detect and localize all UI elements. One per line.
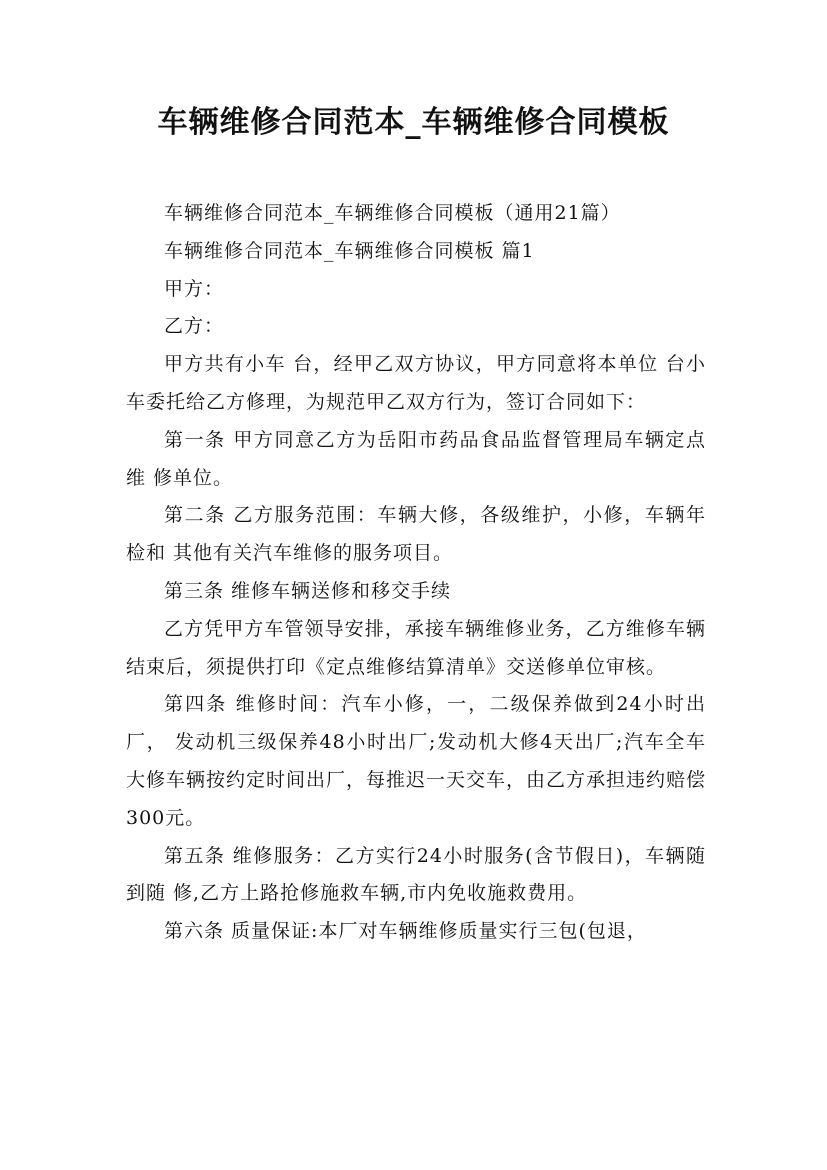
article-3-body: 乙方凭甲方车管领导安排，承接车辆维修业务，乙方维修车辆结束后，须提供打印《定点维修结算清单》交送修单位审核。 — [126, 617, 706, 678]
article-2: 第二条 乙方服务范围：车辆大修，各级维护，小修，车辆年检和 其他有关汽车维修的服务项目。 — [126, 504, 706, 565]
article-6: 第六条 质量保证:本厂对车辆维修质量实行三包(包退， — [164, 920, 647, 943]
section-heading: 车辆维修合同范本_车辆维修合同模板 篇1 — [164, 239, 535, 262]
intro-paragraph: 甲方共有小车 台，经甲乙双方协议，甲方同意将本单位 台小车委托给乙方修理，为规范甲乙双方行为，签订合同如下： — [126, 353, 706, 413]
party-a-label: 甲方： — [164, 277, 225, 300]
article-5: 第五条 维修服务：乙方实行24小时服务(含节假日)，车辆随到随 修,乙方上路抢修施救车辆,市内免收施救费用。 — [126, 844, 706, 905]
document-title: 车辆维修合同范本_车辆维修合同模板 — [157, 105, 670, 140]
article-4: 第四条 维修时间：汽车小修，一，二级保养做到24小时出厂， 发动机三级保养48小时出厂;发动机大修4天出厂;汽车全车大修车辆按约定时间出厂，每推迟一天交车，由乙方承担违约赔偿300元。 — [126, 693, 707, 829]
party-b-label: 乙方： — [164, 315, 225, 338]
article-3-heading: 第三条 维修车辆送修和移交手续 — [164, 579, 452, 602]
article-1: 第一条 甲方同意乙方为岳阳市药品食品监督管理局车辆定点维 修单位。 — [126, 428, 706, 489]
subtitle-paragraph: 车辆维修合同范本_车辆维修合同模板（通用21篇） — [164, 202, 621, 224]
document-body — [126, 195, 706, 951]
